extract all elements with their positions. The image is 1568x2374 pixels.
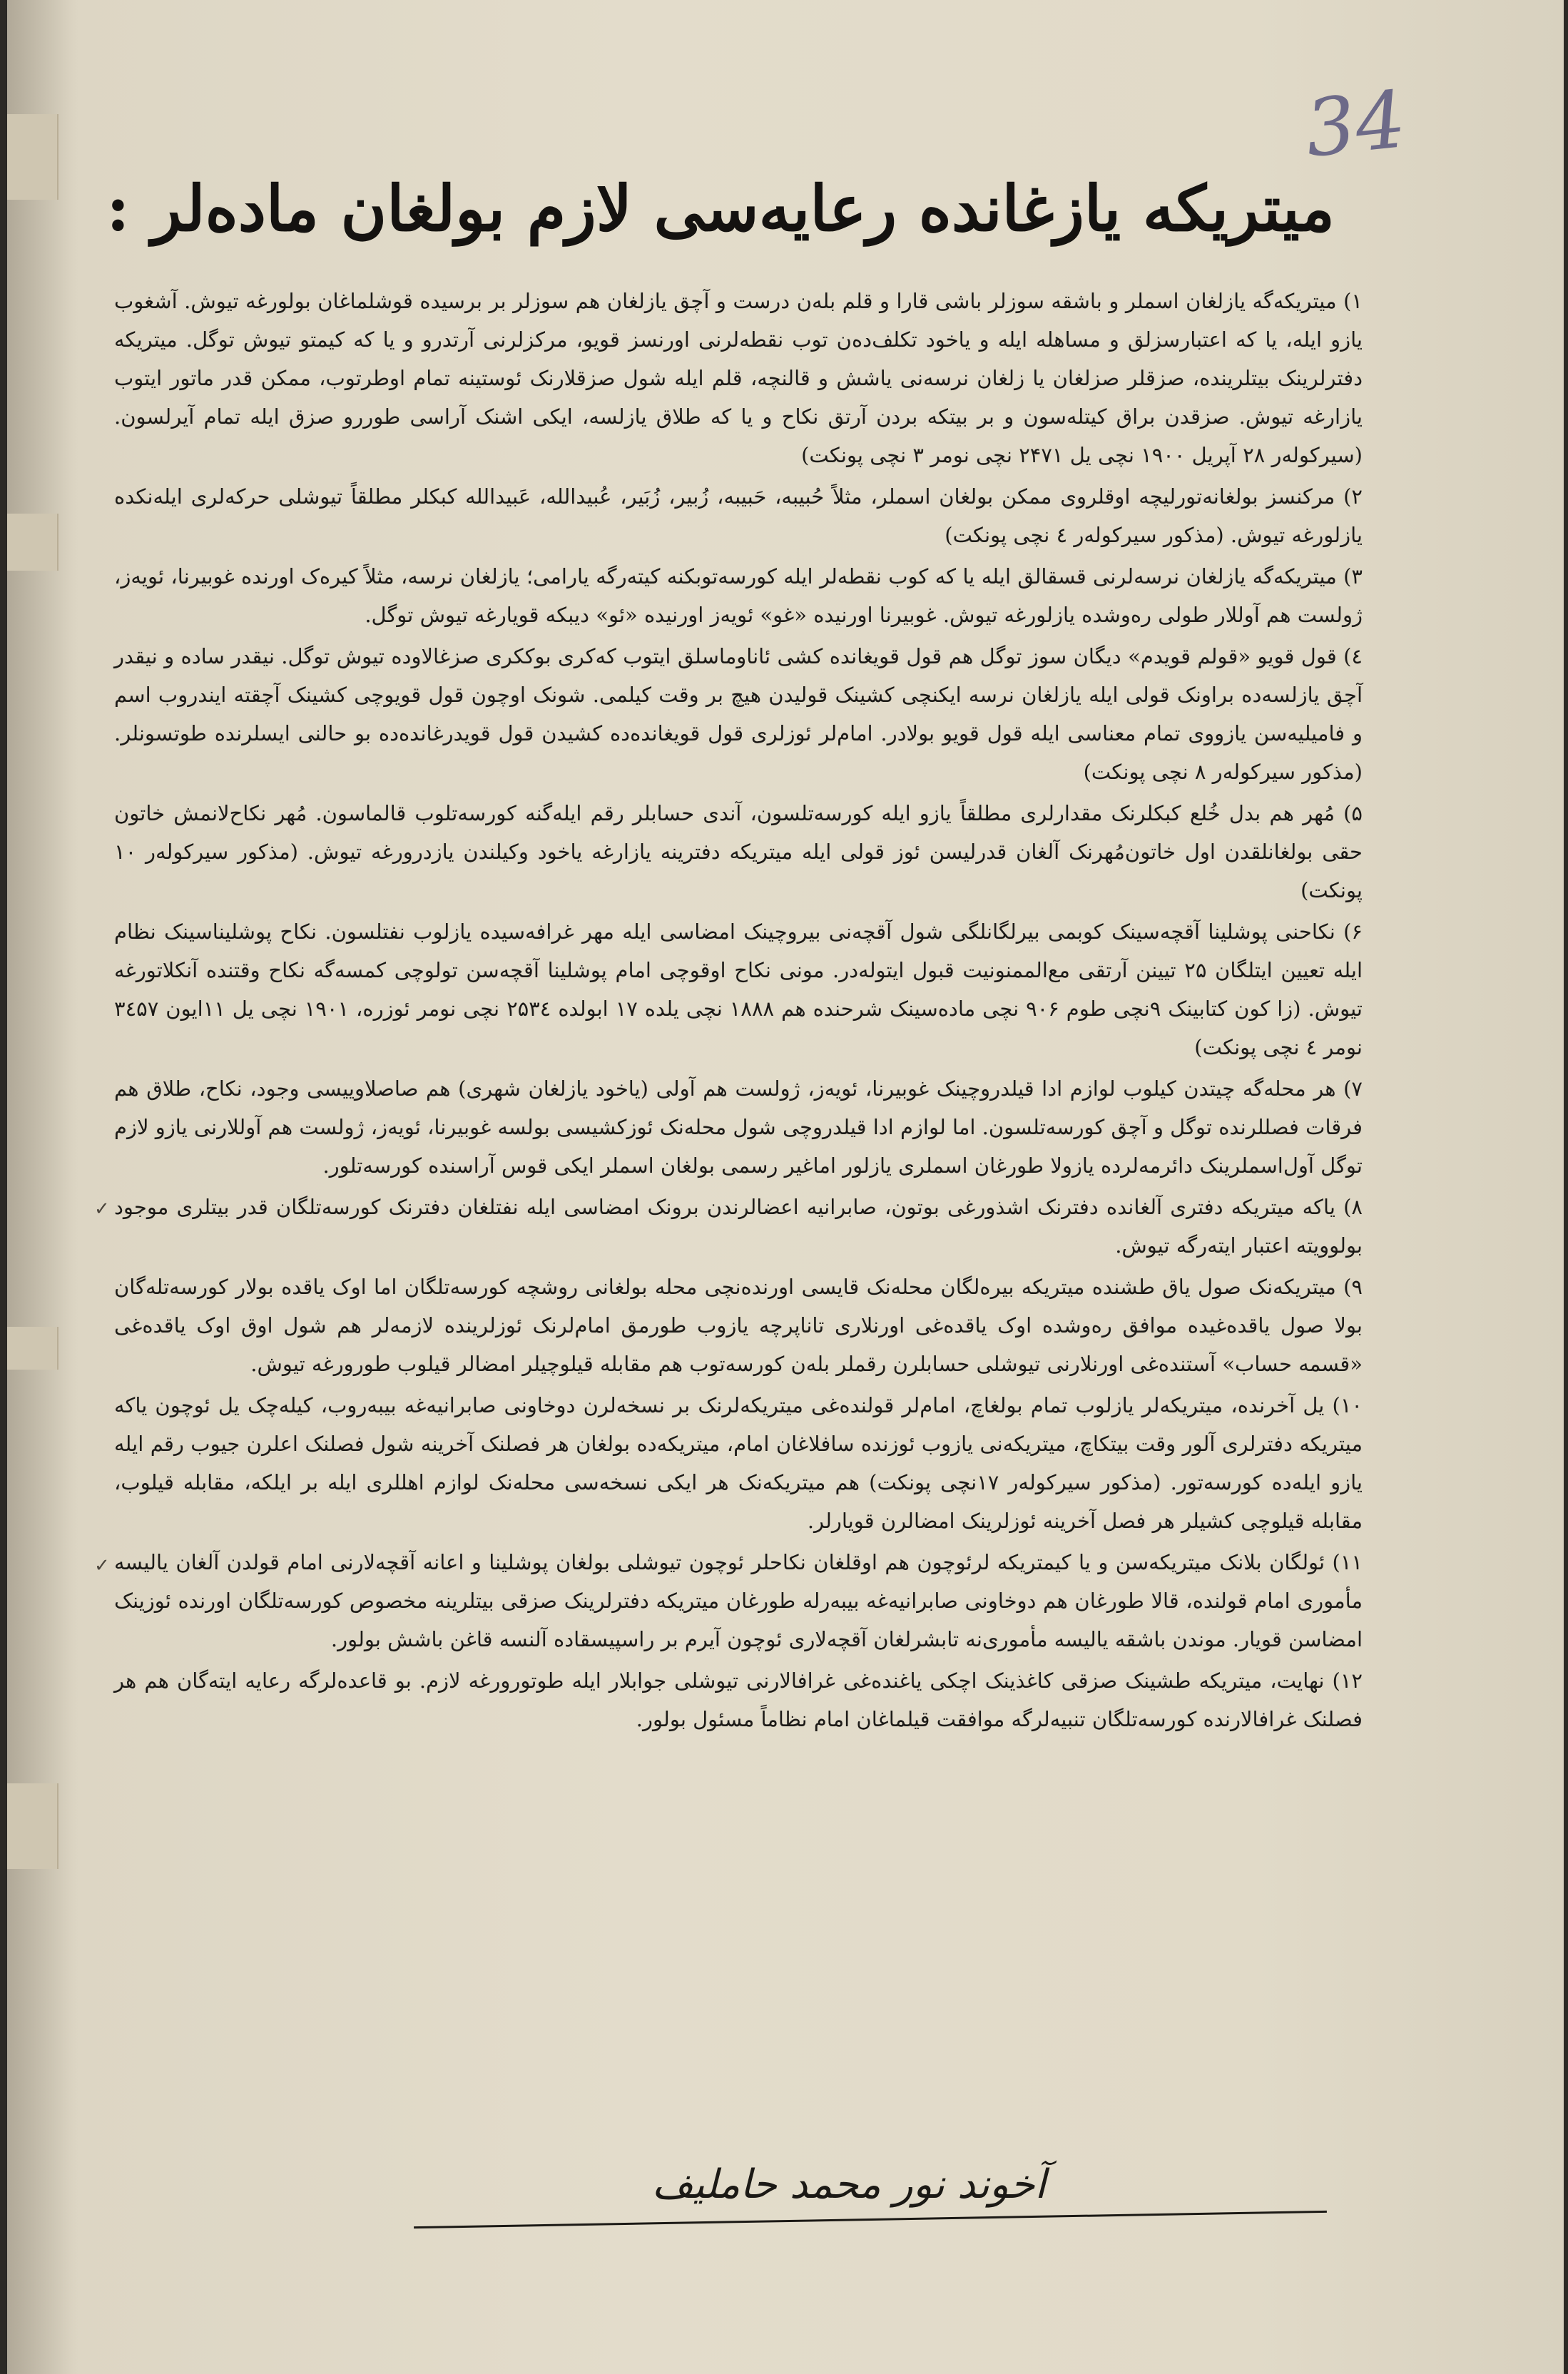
paragraph-12: ۱۲) نهایت، میتریکه طشینک صزقی کاغذینک اچکی یاغنده‌غی غرافالارنی تیوشلی جوابلار ایله طوتورورغه لازم. بو قاعده‌لرگه رعایه ایته‌گان هم هر فصلنک غرافالارنده کورسه‌تلگان تنبیه‌لرگه موافقت قیلماغان امام نظاماً مسئول بولور. bbox=[114, 1669, 1363, 1731]
paragraph-3: ۳) میتریکه‌گه یازلغان نرسه‌لرنی قسقالق ایله یا که کوب نقطه‌لر ایله کورسه‌توبکنه کیته‌رگه یارامی؛ یازلغان نرسه، مثلاً کیره‌ک اورنده غوبیرنا، ئویه‌ز، ژولست هم آوللار طولی ره‌وشده یازلورغه تیوش. غوبیرنا اورنیده «غو» ئویه‌ز اورنیده «ئو» دیبکه قویارغه تیوش توگل. bbox=[114, 564, 1363, 627]
folio-number: 34 bbox=[1300, 73, 1410, 175]
paper-tear bbox=[7, 514, 58, 571]
paragraph-2: ۲) مرکنسز بولغانه‌تورلیچه اوقلروی ممکن بولغان اسملر، مثلاً حُبیبه، حَبیبه، زُبیر، زُبَیر، عُبیدالله، عَبیدالله کبکلر مطلقاً تیوشلی حرکه‌لری ایله‌نکده یازلورغه تیوش. (مذکور سیرکوله‌ر ٤ نچی پونکت) bbox=[114, 484, 1363, 547]
binding-shadow bbox=[7, 0, 78, 2374]
paper-tear bbox=[7, 114, 58, 200]
paragraph-8: ۸) یاکه میتریکه دفتری آلغانده دفترنک اشذورغی بوتون، صابرانیه اعضالرندن برونک امضاسی ایله نفتلغان دفترنک کورسه‌تلگان قدر بیتلری موجود بولوویته اعتبار ایته‌رگه تیوش. bbox=[114, 1195, 1363, 1258]
document-body bbox=[114, 282, 1363, 1741]
paragraph-1: ۱) میتریکه‌گه یازلغان اسملر و باشقه سوزلر باشی قارا و قلم بله‌ن درست و آچق یازلغان هم سوزلر بر برسیده قوشلماغان بولورغه تیوش. آشغوب یازو ایله، یا که اعتبارسزلق و مساهله ایله و یاخود تکلف‌ده‌ن توب نقطه‌لرنی اورنسز قویو، مرکزلرنی آرتدرو و یا که کیمتو تیوش توگل. میتریکه دفترلرینک بیتلرینده، صزقلر صزلغان یا زلغان نرسه‌نی یاشش و قالنچه، قلم ایله شول صزقلارنک ئوستینه تمام اوطرتوب، ممکن قدر ماتور ایتوب یازارغه تیوش. صزقدن براق کیتله‌سون و بر بیتکه بردن آرتق نکاح و یا که طلاق یازلسه، ایکی اشنک آراسی طوررو صزق ایله تمام آیرلسون. (سیرکوله‌ر ۲۸ آپریل ۱۹۰۰ نچی یل ۲۴۷۱ نچی نومر ۳ نچی پونکت) bbox=[114, 289, 1363, 467]
document-page bbox=[7, 0, 1564, 2374]
paragraph-11: ۱۱) ئولگان بلانک میتریکه‌سن و یا کیمتریکه لرئوچون هم اوقلغان نکاحلر ئوچون تیوشلی بولغان پوشلینا و اعانه آقچه‌لارنی امام قولدن آلغان یالیسه مأموری امام قولنده، قالا طورغان هم دوخاونی صابرانیه‌غه بیبه‌رله طورغان میتریکه دفترلرینک صزقی بیتلرینه مخصوص کورسه‌تلگان اورنده ئوزینک امضاسن قویار. موندن باشقه یالیسه مأموری‌نه تابشرلغان آقچه‌لاری ئوچون آیرم بر راسپیسقاده آلنسه قاغن باشش بولور. bbox=[114, 1550, 1363, 1651]
margin-mark-icon: ✓ bbox=[94, 1555, 110, 1576]
page-title: میتریکه یازغانده رعایه‌سی لازم بولغان ماده‌لر : bbox=[106, 171, 1335, 245]
signature-underline bbox=[414, 2211, 1327, 2228]
margin-mark-icon: ✓ bbox=[94, 1198, 110, 1220]
paragraph-9: ۹) میتریکه‌نک صول یاق طشنده میتریکه بیره‌لگان محله‌نک قایسی اورنده‌نچی محله بولغانی روشچه کورسه‌تلگان اما اوک یاقده بولار کورسه‌تله‌گان بولا صول یاقده‌غیده موافق ره‌وشده اوک یاقده‌غی اورنلاری تاناپرچه یازوب طورمق امام‌لرنک ئوزلرینده لازمه‌لر هم شول اوق اوک یاقده‌غی «قسمه حساب» آستنده‌غی اورنلارنی تیوشلی حسابلرن رقملر بله‌ن کورسه‌توب هم مقابله قیلوچیلر امضالر قیلوب طورورغه تیوش. bbox=[114, 1275, 1363, 1376]
paper-tear bbox=[7, 1327, 58, 1370]
paragraph-6: ۶) نکاحنی پوشلینا آقچه‌سینک کوبمی بیرلگانلگی شول آقچه‌نی بیروچینک امضاسی ایله مهر غرافه‌سیده یازلوب نفتلسون. نکاح پوشلیناسینک نظام ایله تعیین ایتلگان ۲۵ تیینن آرتقی مع‌الممنونیت قبول ایتوله‌در. مونی نکاح اوقوچی امام پوشلینا آقچه‌سن تولوچی کمسه‌گه نکاح وقتنده آنکلاتورغه تیوش. (زا کون کتابینک ۹نچی طوم ۹۰۶ نچی ماده‌سینک شرحنده هم ۱۸۸۸ نچی یلده ۱۷ ابولده ۲۵۳٤ نچی نومر ئوزره، ۱۹۰۱ نچی یل ۱۱ایون ۳٤۵۷ نومر ٤ نچی پونکت) bbox=[114, 919, 1363, 1059]
paper-tear bbox=[7, 1783, 58, 1869]
paragraph-7: ۷) هر محله‌گه چیتدن کیلوب لوازم ادا قیلدروچینک غوبیرنا، ئویه‌ز، ژولست هم آولی (یاخود یازلغان شهری) هم صاصلاوییسی وجود، نکاح، طلاق هم فرقات فصللرنده توگل و آچق کورسه‌تلسون. اما لوازم ادا قیلدروچی شول محله‌نک ئوزکشیسی بولسه غوبیرنا، ئویه‌ز، ژولست هم آوللارنی یازو لازم توگل آول‌اسملرینک دائرمه‌لرده یازولا طورغان اسملری یازلور اماغیر رسمی بولغان اسملر ایکی قوس آراسنده کورسه‌تلور. bbox=[114, 1076, 1363, 1178]
signature: آخوند نور محمد حاملیف bbox=[651, 2161, 1047, 2208]
paragraph-4: ٤) قول قویو «قولم قویدم» دیگان سوز توگل هم قول قویغانده کشی ئاناوماسلق ایتوب که‌کری بوککری صزغالاوده تیوش توگل. نیقدر ساده و نیقدر آچق یازلسه‌ده براونک قولی ایله یازلغان نرسه ایکنچی کشینک قولیدن هیچ بر وقت کیلمی. شونک اوچون قول قویوچی کشینک آچقته ایندروب اسم و فامیلیه‌سن یازووی تمام معناسی ایله قول قویو بولادر. امام‌لر ئوزلری قول قویغانده‌ده کشیدن قول قویدرغانده‌ده بو حالنی ایسلرنده طوتسونلر. (مذکور سیرکوله‌ر ۸ نچی پونکت) bbox=[114, 644, 1363, 784]
paragraph-5: ۵) مُهر هم بدل خُلع کبکلرنک مقدارلری مطلقاً یازو ایله کورسه‌تلسون، آندی حسابلر رقم ایله‌گنه کورسه‌تلوب قالماسون. مُهر نکاح‌لانمش خاتون حقی بولغانلقدن اول خاتون‌مُهرنک آلغان قدرلیسن ئوز قولی ایله میتریکه دفترینه یازارغه یاخود وکیلندن یازدرورغه تیوش. (مذکور سیرکوله‌ر ۱۰ پونکت) bbox=[114, 801, 1363, 902]
paragraph-10: ۱۰) یل آخرنده، میتریکه‌لر یازلوب تمام بولغاچ، امام‌لر قولنده‌غی میتریکه‌لرنک بر نسخه‌لرن دوخاونی صابرانیه‌غه بیبه‌روب، کیله‌چک یل ئوچون یاکه میتریکه دفترلری آلور وقت بیتکاچ، میتریکه‌نی یازوب ئوزنده سافلاغان امام، میتریکه‌ده بولغان هر فصلنک آخرینه شول فصلنک اعلرن جیوب رقم ایله یازو ایله‌ده کورسه‌تور. (مذکور سیرکوله‌ر ۱۷نچی پونکت) هم میتریکه‌نک هر ایکی نسخه‌سی محله‌نک لوازم اهللری ایله بر ایلکه، مقابله قیلوب، مقابله قیلوچی کشیلر هر فصل آخرینه ئوزلرینک امضالرن قویارلر. bbox=[114, 1393, 1363, 1533]
